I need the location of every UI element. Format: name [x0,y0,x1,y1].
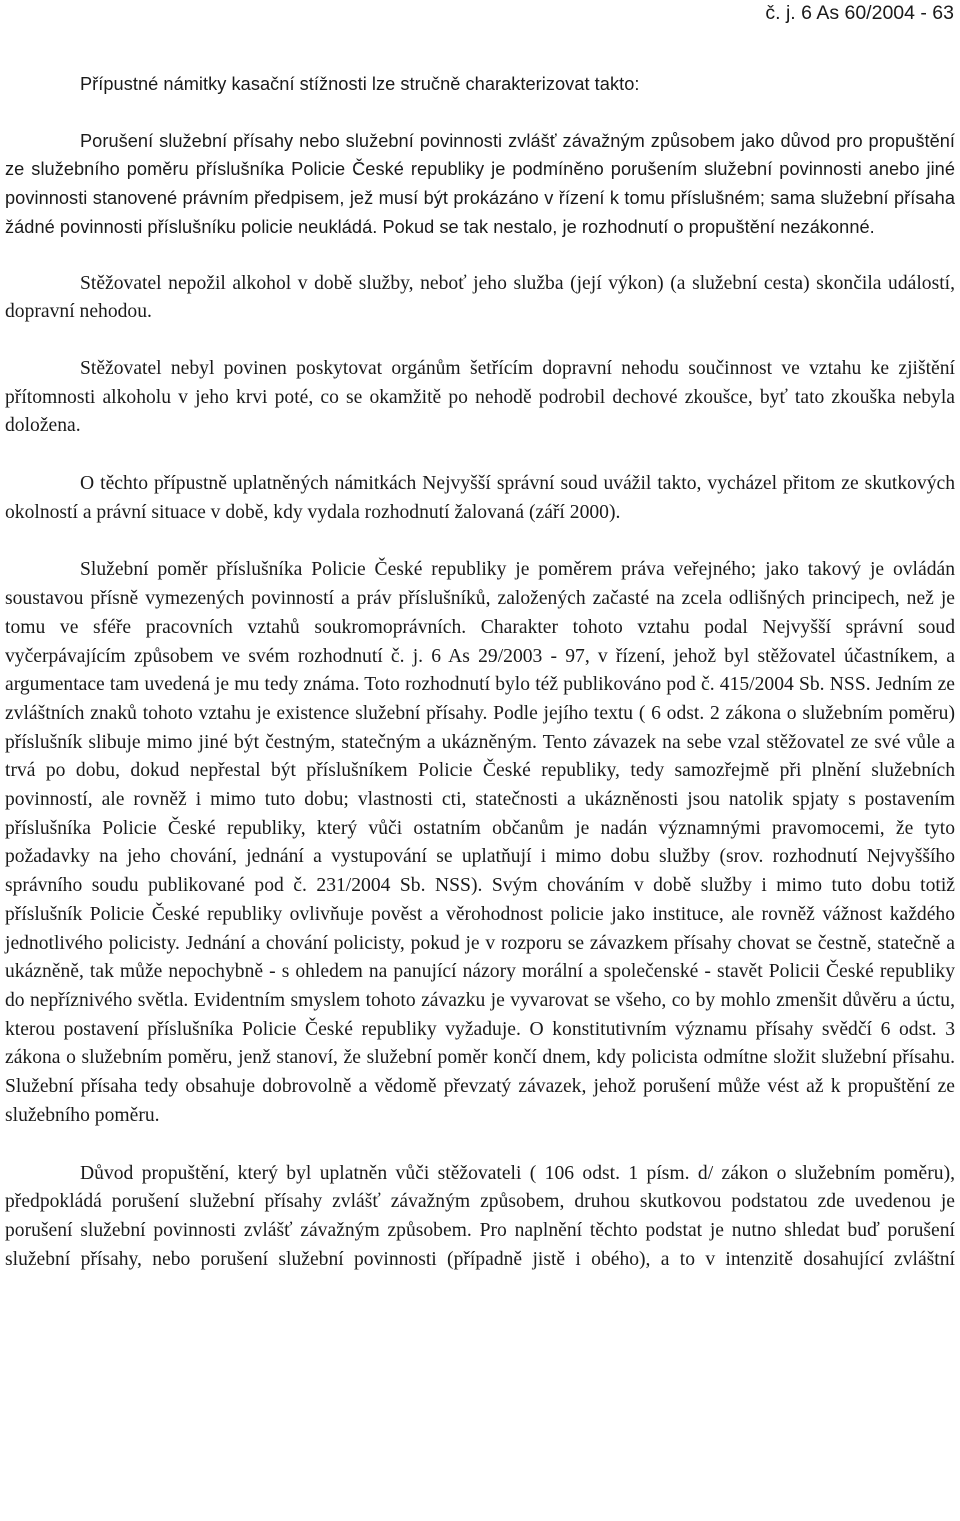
case-reference: č. j. 6 As 60/2004 - 63 [765,2,954,24]
paragraph-objection-cooperation: Stěžovatel nebyl povinen poskytovat orgánům šetřícím dopravní nehodu součinnost ve vztahu ke zjištění přítomnosti alkoholu v jeho krvi poté, co se okamžitě po nehodě podrobil dechové zkoušce, byť tato zkouška nebyla doložena. [5,357,955,437]
document-body [5,70,955,1274]
paragraph-objection-alcohol: Stěžovatel nepožil alkohol v době služby, neboť jeho služba (její výkon) (a služební cesta) skončila událostí, dopravní nehodou. [5,272,955,323]
paragraph-intro: Přípustné námitky kasační stížnosti lze stručně charakterizovat takto: [80,74,640,94]
paragraph-service-relationship: Služební poměr příslušníka Policie České republiky je poměrem práva veřejného; jako takový je ovládán soustavou přísně vymezených povinností a práv příslušníků, založených začasté na zcela odlišných principech, než je tomu ve sféře pracovních vztahů soukromoprávních. Charakter tohoto vztahu podal Nejvyšší správní soud vyčerpávajícím způsobem ve svém rozhodnutí č. j. 6 As 29/2003 - 97, v řízení, jehož byl stěžovatel účastníkem, a argumentace tam uvedená je mu tedy známa. Toto rozhodnutí bylo též publikováno pod č. 415/2004 Sb. NSS. Jedním ze zvláštních znaků tohoto vztahu je existence služební přísahy. Podle jejího textu ( 6 odst. 2 zákona o služebním poměru) příslušník slibuje mimo jiné být čestným, statečným a ukázněným. Tento závazek na sebe vzal stěžovatel ze své vůle a trvá po dobu, dokud nepřestal být příslušníkem Policie České republiky, tedy samozřejmě při plnění služebních povinností, ale rovněž i mimo tuto dobu; vlastnosti cti, statečnosti a ukázněnosti jsou natolik spjaty s postavením příslušníka Policie České republiky, který vůči ostatním občanům je nadán významnými pravomocemi, že tyto požadavky na jeho chování, jednání a vystupování se uplatňují i mimo dobu služby (srov. rozhodnutí Nejvyššího správního soudu publikované pod č. 231/2004 Sb. NSS). Svým chováním v době služby i mimo tuto dobu totiž příslušník Policie České republiky ovlivňuje pověst a věrohodnost policie jako instituce, ale rovněž vážnost každého jednotlivého policisty. Jednání a chování policisty, pokud je v rozporu se závazkem přísahy chovat se čestně, statečně a ukázněně, tak může nepochybně - s ohledem na panující názory morální a společenské - stavět Policii České republiky do nepříznivého světla. Evidentním smyslem tohoto závazku je vyvarovat se všeho, co by mohlo zmenšit důvěru a úctu, kterou postavení příslušníka Policie České republiky vyžaduje. O konstitutivním významu přísahy svědčí 6 odst. 3 zákona o služebním poměru, jenž stanoví, že služební poměr končí dnem, kdy policista odmítne složit služební přísahu. Služební přísaha tedy obsahuje dobrovolně a vědomě převzatý závazek, jehož porušení může vést až k propuštění ze služebního poměru. [5,559,955,1126]
paragraph-objection-oath: Porušení služební přísahy nebo služební povinnosti zvlášť závažným způsobem jako důvod pro propuštění ze služebního poměru příslušníka Policie České republiky je podmíněno porušením služební povinnosti anebo jiné povinnosti stanovené právním předpisem, jež musí být prokázáno v řízení k tomu příslušném; sama služební přísaha žádné povinnosti příslušníku policie neukládá. Pokud se tak nestalo, je rozhodnutí o propuštění nezákonné. [5,130,955,237]
paragraph-dismissal-reason: Důvod propuštění, který byl uplatněn vůči stěžovateli ( 106 odst. 1 písm. d/ zákon o služebním poměru), předpokládá porušení služební přísahy zvlášť závažným způsobem, druhou skutkovou podstatou zde uvedenou je porušení služební povinnosti zvlášť závažným způsobem. Pro naplnění těchto podstat je nutno shledat buď porušení služební přísahy, nebo porušení služební povinnosti (případně jistě i obého), a to v intenzitě dosahující zvláštní [5,1162,955,1270]
paragraph-court-consideration: O těchto přípustně uplatněných námitkách Nejvyšší správní soud uvážil takto, vycházel přitom ze skutkových okolností a právní situace v době, kdy vydala rozhodnutí žalovaná (září 2000). [5,473,955,523]
